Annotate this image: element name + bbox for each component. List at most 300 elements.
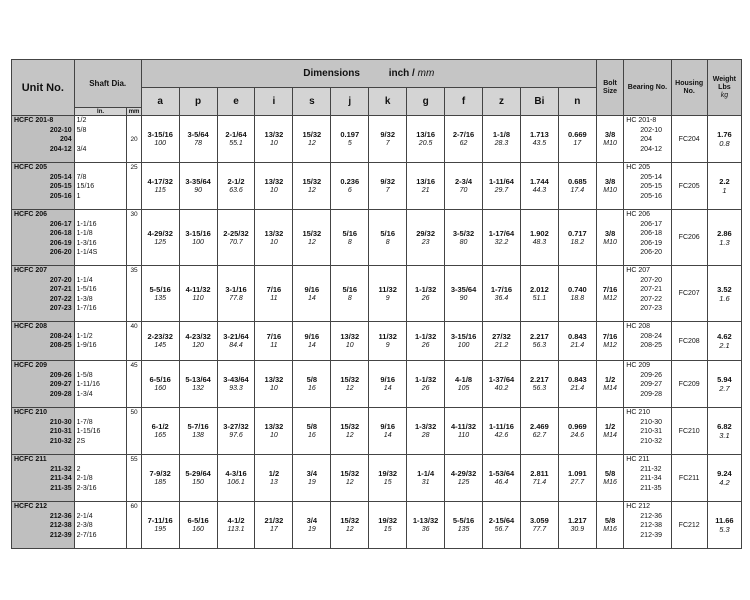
dim-cell-k bbox=[369, 455, 407, 502]
dim-inch-value: 13/32 bbox=[264, 130, 284, 139]
bearing-no: 207-22 bbox=[640, 295, 663, 303]
dim-inch-value: 13/32 bbox=[264, 422, 284, 431]
bearing-no: 204-12 bbox=[640, 145, 663, 153]
shaft-in-value: 1-1/4S bbox=[76, 249, 98, 256]
dim-cell-k bbox=[369, 266, 407, 322]
weight-kg-value: 4.2 bbox=[719, 478, 730, 487]
dim-cell-i bbox=[255, 322, 293, 361]
unit-no: 207-20 bbox=[49, 276, 72, 284]
dim-cell-p bbox=[179, 502, 217, 549]
dim-inch-value: 7/16 bbox=[266, 284, 282, 294]
dim-inch-value: 4-29/32 bbox=[147, 228, 173, 238]
bearing-no: HC 205 bbox=[626, 164, 651, 171]
dim-mm-value: 7 bbox=[385, 187, 390, 194]
bolt-inch-value: 1/2 bbox=[604, 375, 616, 384]
bearing-no: 202-10 bbox=[640, 126, 663, 134]
dim-mm-value: 18.2 bbox=[570, 238, 585, 246]
dim-inch-value: 3-21/64 bbox=[223, 332, 249, 341]
dim-mm-value: 14 bbox=[383, 385, 392, 392]
shaft-mm-cell bbox=[127, 116, 141, 163]
bearing-no: 205-14 bbox=[640, 173, 663, 181]
shaft-in-value: 2-3/8 bbox=[76, 522, 93, 529]
unit-no: 211-34 bbox=[50, 475, 72, 482]
shaft-in-value: 1-5/8 bbox=[76, 371, 93, 379]
bolt-inch-value: 5/8 bbox=[604, 469, 616, 478]
bolt-metric-value: M10 bbox=[603, 140, 617, 147]
housing-no-cell: FC211 bbox=[671, 455, 707, 502]
dim-cell-i bbox=[255, 408, 293, 455]
dim-mm-value: 55.1 bbox=[229, 140, 243, 147]
dim-cell-s bbox=[293, 163, 331, 210]
col-header-s: s bbox=[293, 88, 331, 116]
bearing-no-cell bbox=[624, 455, 671, 502]
dim-inch-value: 7/16 bbox=[266, 332, 282, 341]
dim-inch-value: 0.740 bbox=[567, 284, 587, 294]
shaft-in-value: 1-3/16 bbox=[76, 239, 97, 247]
dim-cell-s bbox=[293, 408, 331, 455]
dim-cell-k bbox=[369, 116, 407, 163]
housing-no-cell: FC212 bbox=[671, 502, 707, 549]
shaft-mm-value: 45 bbox=[130, 362, 138, 369]
dim-cell-k bbox=[369, 361, 407, 408]
dim-mm-value: 78 bbox=[194, 140, 202, 147]
dim-cell-g bbox=[407, 322, 445, 361]
unit-no: HCFC 208 bbox=[14, 323, 48, 330]
table-row bbox=[12, 361, 742, 408]
dim-mm-value: 28 bbox=[421, 432, 430, 439]
spec-sheet bbox=[11, 59, 742, 538]
dim-mm-value: 63.6 bbox=[229, 187, 243, 194]
dim-cell-p bbox=[179, 455, 217, 502]
shaft-mm-value: 25 bbox=[130, 164, 138, 171]
shaft-in-value: 2S bbox=[76, 437, 86, 445]
shaft-in-value: 1-9/16 bbox=[76, 342, 97, 349]
dim-cell-e bbox=[217, 163, 255, 210]
dim-inch-value: 6-1/2 bbox=[151, 422, 169, 431]
bearing-no: HC 209 bbox=[626, 362, 651, 369]
dim-mm-value: 10 bbox=[270, 432, 278, 439]
dim-cell-e bbox=[217, 116, 255, 163]
unit-no: HCFC 211 bbox=[14, 456, 47, 463]
weight-lbs-value: 4.62 bbox=[717, 332, 732, 341]
dim-inch-value: 1-53/64 bbox=[488, 469, 515, 478]
dim-inch-value: 3/4 bbox=[306, 469, 318, 478]
weight-kg-label: kg bbox=[720, 91, 729, 99]
col-header-k: k bbox=[369, 88, 407, 116]
weight-cell bbox=[707, 116, 741, 163]
weight-kg-value: 1.6 bbox=[719, 293, 730, 303]
dim-mm-value: 32.2 bbox=[494, 238, 509, 246]
dim-inch-value: 2-15/64 bbox=[488, 516, 515, 525]
dim-mm-value: 106.1 bbox=[227, 479, 245, 486]
bearing-no: 206-19 bbox=[640, 239, 663, 247]
weight-kg-value: 1 bbox=[722, 186, 727, 195]
dim-inch-value: 9/32 bbox=[380, 177, 395, 186]
bearing-no-cell bbox=[624, 322, 671, 361]
dim-inch-value: 1-1/32 bbox=[414, 375, 437, 384]
weight-cell bbox=[707, 163, 741, 210]
dim-mm-value: 120 bbox=[192, 342, 204, 349]
dim-mm-value: 44.3 bbox=[532, 187, 547, 194]
dim-cell-f bbox=[445, 408, 483, 455]
shaft-in-value: 1-11/16 bbox=[76, 381, 100, 388]
dim-cell-bi bbox=[520, 266, 558, 322]
weight-kg-value: 2.7 bbox=[719, 384, 730, 393]
bearing-no-cell bbox=[624, 116, 671, 163]
weight-lbs-value: 11.66 bbox=[715, 516, 734, 525]
bearing-no: 205-16 bbox=[640, 192, 663, 200]
dim-inch-value: 7-11/16 bbox=[147, 516, 173, 525]
bearing-no: 206-20 bbox=[640, 249, 663, 256]
dim-cell-i bbox=[255, 361, 293, 408]
shaft-mm-value: 35 bbox=[130, 267, 138, 274]
dim-mm-value: 5 bbox=[347, 140, 352, 147]
shaft-in-value bbox=[77, 210, 127, 220]
bolt-metric-value: M14 bbox=[603, 385, 617, 392]
shaft-in-value bbox=[77, 408, 127, 418]
unit-no: 212-39 bbox=[49, 531, 72, 539]
housing-no-cell: FC205 bbox=[671, 163, 707, 210]
bearing-no: 210-31 bbox=[640, 428, 663, 435]
col-header-i: i bbox=[255, 88, 293, 116]
dim-mm-value: 100 bbox=[192, 238, 204, 246]
dim-cell-g bbox=[407, 502, 445, 549]
dim-mm-value: 17.4 bbox=[570, 187, 585, 194]
col-header-z: z bbox=[483, 88, 521, 116]
dim-mm-value: 12 bbox=[345, 479, 354, 486]
shaft-dia-header: Shaft Dia. bbox=[74, 60, 141, 108]
dim-inch-value: 9/16 bbox=[380, 422, 395, 431]
dim-cell-s bbox=[293, 361, 331, 408]
unit-no: 212-36 bbox=[49, 512, 72, 520]
weight-cell bbox=[707, 210, 741, 266]
dim-mm-value: 84.4 bbox=[229, 342, 243, 349]
bearing-no: 210-30 bbox=[640, 418, 663, 426]
weight-cell bbox=[707, 455, 741, 502]
housing-no-cell: FC208 bbox=[671, 322, 707, 361]
dim-inch-value: 0.197 bbox=[340, 130, 360, 139]
dim-inch-value: 3/4 bbox=[306, 516, 318, 525]
shaft-in-value: 1-1/2 bbox=[76, 332, 93, 340]
shaft-mm-cell bbox=[127, 322, 141, 361]
in-subheader: In. bbox=[74, 108, 127, 116]
shaft-in-cell bbox=[74, 116, 127, 163]
dim-inch-value: 5-7/16 bbox=[187, 422, 209, 431]
dim-inch-value: 1.217 bbox=[567, 516, 587, 525]
dim-cell-i bbox=[255, 455, 293, 502]
dim-mm-value: 138 bbox=[192, 432, 204, 439]
dim-inch-value: 19/32 bbox=[378, 516, 398, 525]
dim-mm-value: 90 bbox=[459, 294, 468, 302]
dim-cell-g bbox=[407, 163, 445, 210]
dim-mm-value: 9 bbox=[385, 294, 390, 302]
dim-cell-j bbox=[331, 408, 369, 455]
col-header-a: a bbox=[141, 88, 179, 116]
dim-mm-value: 70.7 bbox=[229, 238, 243, 246]
dimensions-header bbox=[141, 60, 596, 88]
unit-no-cell bbox=[12, 455, 75, 502]
bearing-no: 211-35 bbox=[640, 484, 662, 492]
bearing-no: 211-32 bbox=[640, 465, 662, 473]
weight-lbs-value: 9.24 bbox=[717, 469, 732, 478]
dim-mm-value: 21.4 bbox=[570, 342, 585, 349]
shaft-in-value: 1-7/8 bbox=[76, 418, 93, 426]
shaft-in-value: 1-5/16 bbox=[76, 286, 97, 293]
dim-inch-value: 3-5/32 bbox=[452, 228, 475, 238]
dim-cell-bi bbox=[520, 408, 558, 455]
dim-inch-value: 5/16 bbox=[380, 228, 395, 238]
dim-cell-f bbox=[445, 116, 483, 163]
dim-inch-value: 1-1/8 bbox=[492, 130, 511, 139]
dim-mm-value: 12 bbox=[345, 432, 354, 439]
dim-mm-value: 115 bbox=[154, 187, 166, 194]
bolt-metric-value: M10 bbox=[603, 187, 617, 194]
dim-inch-value: 29/32 bbox=[416, 228, 435, 238]
unit-no: 207-23 bbox=[49, 305, 72, 312]
dim-inch-value: 15/32 bbox=[340, 516, 360, 525]
dim-mm-value: 26 bbox=[421, 385, 430, 392]
dim-mm-value: 165 bbox=[154, 432, 166, 439]
dim-cell-p bbox=[179, 408, 217, 455]
dim-cell-z bbox=[483, 361, 521, 408]
weight-lbs-value: 5.94 bbox=[717, 375, 732, 384]
unit-no-cell bbox=[12, 361, 75, 408]
shaft-in-value: 2-1/8 bbox=[76, 475, 93, 482]
dim-cell-j bbox=[331, 163, 369, 210]
unit-no-cell bbox=[12, 210, 75, 266]
dim-inch-value: 6-5/16 bbox=[149, 375, 171, 384]
dim-mm-value: 11 bbox=[270, 294, 278, 302]
col-header-f: f bbox=[445, 88, 483, 116]
dim-inch-value: 1-17/64 bbox=[488, 228, 515, 238]
shaft-in-cell bbox=[74, 266, 127, 322]
bearing-no: 206-18 bbox=[640, 230, 663, 237]
weight-lbs-value: 2.86 bbox=[717, 228, 732, 238]
weight-kg-value: 2.1 bbox=[719, 341, 730, 350]
dim-cell-n bbox=[558, 502, 596, 549]
dim-mm-value: 145 bbox=[154, 342, 166, 349]
unit-no: 208-24 bbox=[49, 332, 72, 340]
dim-mm-value: 43.5 bbox=[532, 140, 547, 147]
dim-mm-value: 13 bbox=[270, 479, 278, 486]
col-header-e: e bbox=[217, 88, 255, 116]
dim-mm-value: 10 bbox=[270, 385, 278, 392]
shaft-in-value: 1 bbox=[76, 192, 81, 200]
bearing-no: HC 208 bbox=[626, 323, 651, 330]
dim-cell-i bbox=[255, 163, 293, 210]
dim-cell-bi bbox=[520, 361, 558, 408]
dim-inch-value: 3-35/64 bbox=[185, 177, 211, 186]
weight-header bbox=[707, 60, 741, 116]
weight-kg-value: 0.8 bbox=[719, 139, 730, 148]
dim-mm-value: 42.6 bbox=[494, 432, 509, 439]
dim-cell-a bbox=[141, 163, 179, 210]
dim-mm-value: 40.2 bbox=[494, 385, 509, 392]
shaft-mm-value: 60 bbox=[130, 503, 138, 510]
dim-mm-value: 11 bbox=[270, 342, 278, 349]
unit-no: HCFC 205 bbox=[14, 164, 48, 171]
dim-mm-value: 48.3 bbox=[532, 238, 547, 246]
dim-cell-s bbox=[293, 266, 331, 322]
unit-no-cell bbox=[12, 266, 75, 322]
shaft-in-value: 15/16 bbox=[76, 183, 95, 190]
unit-no-cell bbox=[12, 116, 75, 163]
dim-cell-k bbox=[369, 322, 407, 361]
dim-mm-value: 15 bbox=[383, 526, 392, 533]
dim-inch-value: 2-7/16 bbox=[452, 130, 475, 139]
unit-no: 212-38 bbox=[49, 522, 72, 529]
dim-inch-value: 0.717 bbox=[567, 228, 587, 238]
dim-inch-value: 1/2 bbox=[268, 469, 280, 478]
bolt-inch-value: 3/8 bbox=[604, 228, 616, 238]
dim-inch-value: 2-25/32 bbox=[223, 228, 249, 238]
weight-cell bbox=[707, 408, 741, 455]
bearing-no: 208-24 bbox=[640, 332, 663, 340]
dim-inch-value: 3-15/16 bbox=[450, 332, 477, 341]
dim-cell-i bbox=[255, 502, 293, 549]
bearing-no: 204 bbox=[640, 136, 652, 143]
dim-mm-value: 100 bbox=[457, 342, 470, 349]
shaft-mm-value: 55 bbox=[130, 456, 138, 463]
dim-mm-value: 12 bbox=[345, 526, 354, 533]
dim-inch-value: 15/32 bbox=[302, 228, 322, 238]
dim-inch-value: 3-15/16 bbox=[185, 228, 211, 238]
dim-mm-value: 132 bbox=[192, 385, 204, 392]
shaft-in-value: 1-1/8 bbox=[76, 230, 93, 237]
dim-inch-value: 13/32 bbox=[340, 332, 360, 341]
table-row bbox=[12, 408, 742, 455]
dim-mm-value: 105 bbox=[457, 385, 470, 392]
dim-inch-value: 15/32 bbox=[302, 177, 322, 186]
dim-cell-a bbox=[141, 322, 179, 361]
dim-inch-value: 3-5/64 bbox=[187, 130, 209, 139]
weight-lbs-label: Lbs bbox=[718, 83, 731, 91]
dim-mm-value: 12 bbox=[345, 385, 354, 392]
dim-inch-value: 3-15/16 bbox=[147, 130, 173, 139]
dim-cell-n bbox=[558, 210, 596, 266]
unit-no: 207-22 bbox=[49, 295, 72, 303]
weight-cell bbox=[707, 322, 741, 361]
dim-cell-s bbox=[293, 210, 331, 266]
dim-cell-f bbox=[445, 210, 483, 266]
dim-inch-value: 1.744 bbox=[529, 177, 549, 186]
dim-inch-value: 0.685 bbox=[567, 177, 587, 186]
dim-inch-value: 3-27/32 bbox=[223, 422, 249, 431]
shaft-in-value: 2-3/16 bbox=[76, 484, 97, 492]
unit-no: 205-15 bbox=[49, 183, 72, 190]
weight-kg-value: 1.3 bbox=[719, 237, 730, 247]
dim-mm-value: 70 bbox=[459, 187, 468, 194]
unit-no: HCFC 212 bbox=[14, 503, 48, 510]
bearing-no: HC 210 bbox=[626, 409, 651, 416]
dim-inch-value: 2.217 bbox=[529, 375, 549, 384]
unit-no: 207-21 bbox=[49, 286, 72, 293]
shaft-in-value: 1-1/4 bbox=[76, 276, 93, 284]
dim-cell-s bbox=[293, 502, 331, 549]
dim-mm-value: 36 bbox=[421, 526, 430, 533]
dim-cell-f bbox=[445, 266, 483, 322]
dim-mm-value: 97.6 bbox=[229, 432, 243, 439]
weight-lbs-value: 1.76 bbox=[717, 130, 732, 139]
dim-cell-f bbox=[445, 361, 483, 408]
shaft-in-value: 1/2 bbox=[76, 117, 87, 124]
shaft-in-cell bbox=[74, 322, 127, 361]
dim-inch-value: 0.843 bbox=[567, 375, 587, 384]
dim-mm-value: 110 bbox=[192, 294, 204, 302]
shaft-in-value: 1-3/4 bbox=[76, 390, 93, 398]
weight-title: Weight bbox=[712, 75, 736, 83]
bolt-inch-value: 7/16 bbox=[602, 332, 618, 341]
shaft-in-value: 7/8 bbox=[76, 173, 87, 181]
bearing-no-cell bbox=[624, 502, 671, 549]
weight-lbs-value: 6.82 bbox=[717, 422, 732, 431]
unit-no: HCFC 206 bbox=[14, 211, 48, 218]
table-row bbox=[12, 210, 742, 266]
shaft-mm-cell bbox=[127, 408, 141, 455]
dim-inch-value: 5-29/64 bbox=[185, 469, 211, 478]
dim-inch-value: 9/16 bbox=[304, 332, 320, 341]
dim-inch-value: 1.902 bbox=[529, 228, 549, 238]
dim-cell-f bbox=[445, 163, 483, 210]
dim-inch-value: 0.669 bbox=[567, 130, 587, 139]
unit-no: 204-12 bbox=[49, 145, 72, 153]
weight-lbs-value: 2.2 bbox=[719, 177, 730, 186]
dim-mm-value: 113.1 bbox=[227, 526, 245, 533]
dim-mm-value: 160 bbox=[154, 385, 166, 392]
dim-inch-value: 1.713 bbox=[529, 130, 549, 139]
dim-cell-g bbox=[407, 266, 445, 322]
table-row bbox=[12, 455, 742, 502]
bolt-inch-value: 3/8 bbox=[604, 177, 616, 186]
shaft-mm-cell bbox=[127, 455, 141, 502]
unit-no-cell bbox=[12, 322, 75, 361]
bearing-no: 212-39 bbox=[640, 531, 663, 539]
shaft-in-value: 2-1/4 bbox=[76, 512, 93, 520]
dim-inch-value: 2-23/32 bbox=[147, 332, 173, 341]
bearing-no: HC 212 bbox=[626, 503, 651, 510]
housing-no-cell: FC210 bbox=[671, 408, 707, 455]
weight-kg-value: 3.1 bbox=[719, 431, 730, 440]
unit-no: HCFC 201-8 bbox=[14, 117, 54, 124]
dim-cell-f bbox=[445, 322, 483, 361]
shaft-in-cell bbox=[74, 361, 127, 408]
dim-cell-k bbox=[369, 163, 407, 210]
dim-cell-i bbox=[255, 210, 293, 266]
dim-cell-a bbox=[141, 116, 179, 163]
col-header-g: g bbox=[407, 88, 445, 116]
dim-mm-value: 9 bbox=[385, 342, 390, 349]
bearing-no: 205-15 bbox=[640, 183, 663, 190]
dim-mm-value: 8 bbox=[347, 238, 352, 246]
dim-mm-value: 15 bbox=[383, 479, 392, 486]
unit-no: 202-10 bbox=[49, 126, 72, 134]
housing-no-header: Housing No. bbox=[671, 60, 707, 116]
dim-inch-value: 5/8 bbox=[306, 375, 318, 384]
dim-inch-value: 1-1/4 bbox=[417, 469, 435, 478]
dim-mm-value: 12 bbox=[307, 140, 316, 147]
dim-mm-value: 185 bbox=[154, 479, 166, 486]
dim-cell-n bbox=[558, 455, 596, 502]
shaft-in-value: 1-3/8 bbox=[76, 295, 93, 303]
unit-no: 209-26 bbox=[49, 371, 72, 379]
dim-inch-value: 11/32 bbox=[378, 332, 397, 341]
dim-mm-value: 56.3 bbox=[532, 342, 547, 349]
dim-mm-value: 21.4 bbox=[570, 385, 585, 392]
shaft-mm-value: 30 bbox=[130, 211, 138, 218]
dim-cell-z bbox=[483, 163, 521, 210]
shaft-mm-cell bbox=[127, 163, 141, 210]
dim-mm-value: 6 bbox=[347, 187, 352, 194]
